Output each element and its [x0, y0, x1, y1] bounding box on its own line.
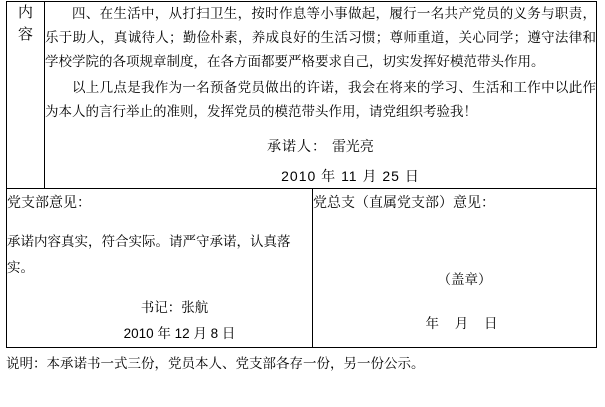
row-label-char-2: 容 — [17, 26, 33, 43]
opinions-row — [7, 189, 597, 348]
branch-opinion-body: 承诺内容真实，符合实际。请严守承诺，认真落实。 — [7, 234, 291, 275]
branch-opinion-signer — [7, 295, 312, 321]
branch-opinion-title: 党支部意见： — [7, 194, 91, 210]
stamp-placeholder: （盖章） — [437, 272, 492, 287]
row-label-char-1: 内 — [17, 4, 33, 21]
branch-opinion-cell — [7, 189, 313, 348]
content-row — [7, 2, 597, 189]
content-paragraph-2: 以上几点是我作为一名预备党员做出的许诺，我会在将来的学习、生活和工作中以此作为本人的言行举止的准则，发挥党员的模范带头作用，请党组织考验我！ — [45, 80, 596, 119]
branch-opinion-signer-label: 书记： — [140, 300, 182, 315]
general-branch-opinion-date: 年 月 日 — [425, 316, 504, 331]
content-paragraph-1: 四、在生活中，从打扫卫生，按时作息等小事做起，履行一名共产党员的义务与职责，乐于助人，真诚待人；勤俭朴素，养成良好的生活习惯；尊师重道，关心同学；遵守法律和学校学院的各项规章制度，在各方面都要严格要求自己，切实发挥好模范带头作用。 — [45, 6, 596, 69]
row-label-content — [7, 2, 45, 189]
general-branch-opinion-cell — [313, 189, 597, 348]
signature-label: 承诺人： — [267, 138, 328, 154]
general-branch-opinion-title: 党总支（直属党支部）意见： — [313, 194, 495, 210]
promise-form-table — [6, 1, 597, 348]
signature-name: 雷光亮 — [331, 138, 374, 154]
content-cell — [45, 2, 597, 189]
branch-opinion-signer-name: 张航 — [181, 300, 209, 315]
signature-line — [45, 134, 596, 158]
branch-opinion-date: 2010 年 12 月 8 日 — [123, 326, 236, 341]
signature-date: 2010 年 11 月 25 日 — [281, 168, 420, 184]
footnote: 说明：本承诺书一式三份，党员本人、党支部各存一份，另一份公示。 — [6, 356, 425, 371]
promise-form-page — [0, 1, 605, 407]
